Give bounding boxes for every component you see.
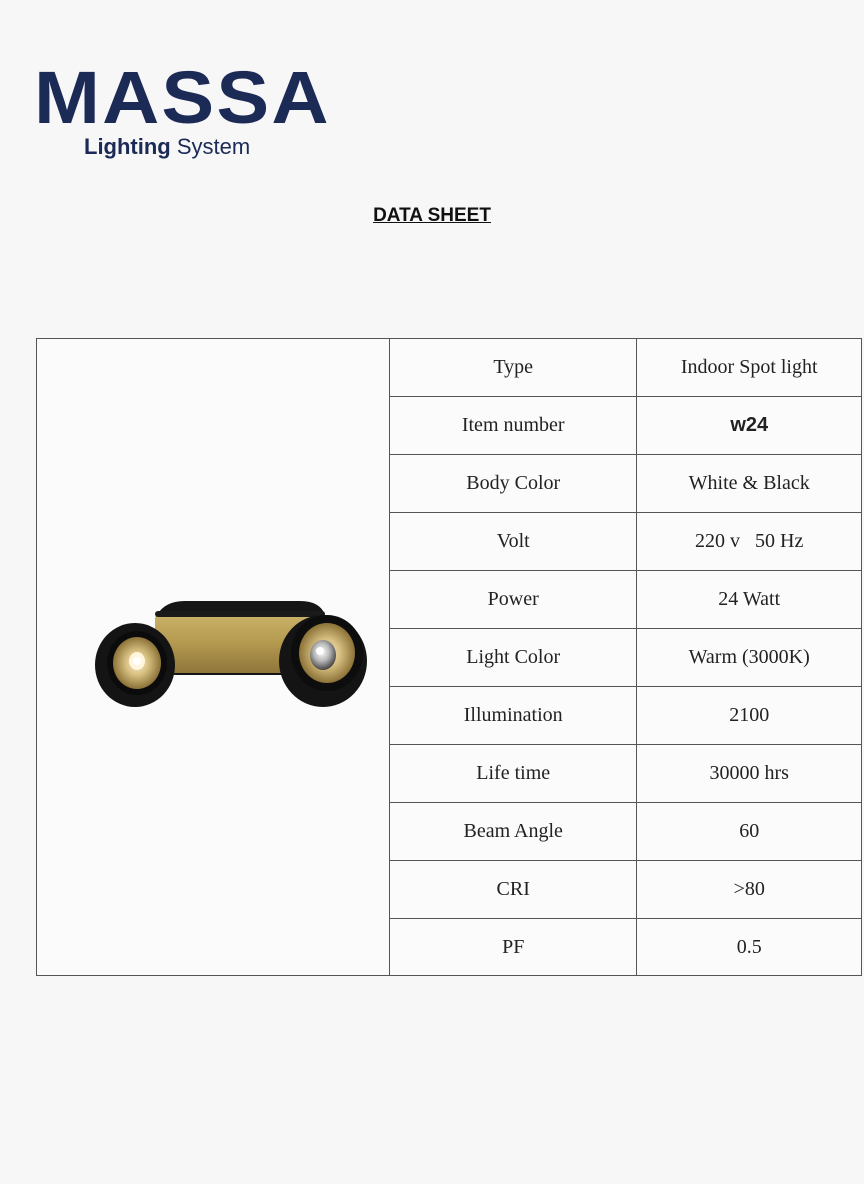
table-row (390, 397, 861, 455)
logo-tagline-bold: Lighting (84, 134, 171, 159)
table-row (390, 687, 861, 745)
logo-wordmark: MASSA (34, 56, 331, 139)
spec-label: Type (390, 339, 637, 397)
spec-label: Body Color (390, 455, 637, 513)
spec-value: 24 Watt (637, 571, 861, 629)
spec-value: >80 (637, 861, 861, 919)
table-row (390, 803, 861, 861)
spec-label: Life time (390, 745, 637, 803)
spec-label: CRI (390, 861, 637, 919)
document-title: DATA SHEET (373, 205, 491, 226)
spec-value: 220 v 50 Hz (637, 513, 861, 571)
spec-value-item-number: w24 (637, 397, 861, 455)
spec-label: Volt (390, 513, 637, 571)
spec-label: Power (390, 571, 637, 629)
spec-label: Item number (390, 397, 637, 455)
spec-label: PF (390, 919, 637, 977)
table-row (390, 745, 861, 803)
table-row (390, 513, 861, 571)
logo-tagline-regular: System (176, 134, 251, 159)
table-row (390, 861, 861, 919)
logo-tagline (84, 134, 250, 160)
spotlight-product-image (95, 597, 375, 722)
table-row (390, 455, 861, 513)
table-row (390, 571, 861, 629)
datasheet-frame (36, 338, 862, 976)
spec-value: 60 (637, 803, 861, 861)
spec-label: Illumination (390, 687, 637, 745)
table-row (390, 629, 861, 687)
brand-logo (34, 56, 364, 159)
table-row (390, 339, 861, 397)
spec-table (390, 339, 861, 976)
spec-value: 0.5 (736, 936, 762, 958)
spec-label: Light Color (390, 629, 637, 687)
spec-value: Indoor Spot light (637, 339, 861, 397)
spec-label: Beam Angle (390, 803, 637, 861)
table-row (390, 919, 861, 977)
spec-value: Warm (3000K) (637, 629, 861, 687)
spec-value: White & Black (637, 455, 861, 513)
product-image-cell (37, 339, 390, 975)
spec-value: 2100 (637, 687, 861, 745)
spec-value: 30000 hrs (637, 745, 861, 803)
